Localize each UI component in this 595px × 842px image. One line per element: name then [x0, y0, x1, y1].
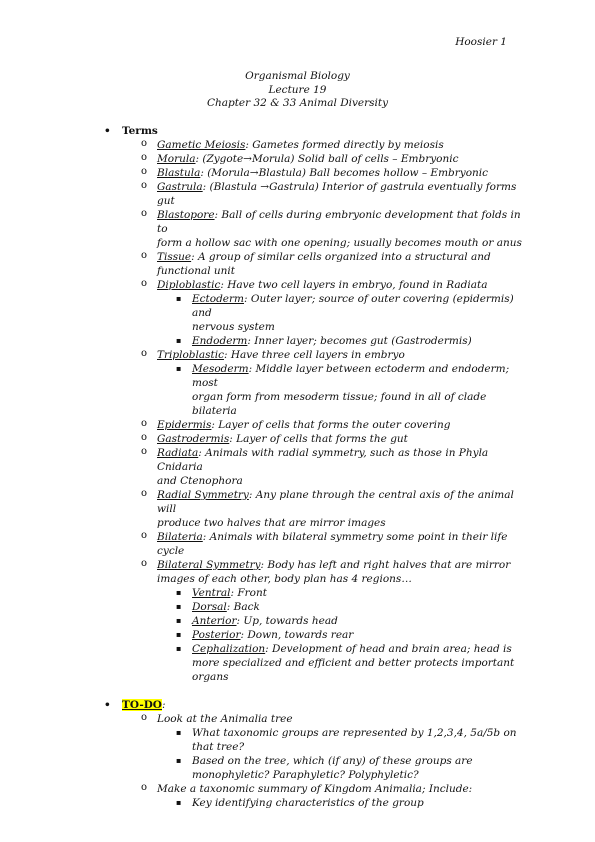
- term-name: Triploblastic: [157, 349, 224, 361]
- todo-item-text: Look at the Animalia tree: [157, 713, 293, 725]
- term-definition: : Middle layer between ectoderm and endoderm; most: [192, 363, 510, 389]
- todo-highlighted-label: TO-DO: [122, 699, 162, 711]
- term-definition: : Back: [226, 601, 260, 613]
- bullet-square-icon: ▪: [176, 644, 182, 653]
- term-item: [104, 348, 524, 362]
- subterm-item: [104, 292, 524, 334]
- term-item: [104, 180, 524, 208]
- term-definition: : Outer layer; source of outer covering (epidermis) and: [192, 293, 514, 319]
- bullet-circle-icon: o: [141, 782, 148, 793]
- term-name: Diploblastic: [157, 279, 221, 291]
- term-name: Mesoderm: [192, 363, 249, 375]
- term-name: Blastula: [157, 167, 201, 179]
- bullet-square-icon: ▪: [176, 756, 182, 765]
- term-definition-continued: nervous system: [192, 321, 275, 333]
- bullet-circle-icon: o: [141, 418, 148, 429]
- subterm-item: [104, 586, 524, 600]
- todo-subitem-text: Key identifying characteristics of the group: [192, 797, 424, 809]
- term-definition: : Inner layer; becomes gut (Gastrodermis): [247, 335, 472, 347]
- bullet-circle-icon: o: [141, 348, 148, 359]
- term-name: Blastopore: [157, 209, 215, 221]
- todo-item: [104, 782, 524, 796]
- term-definition: : Down, towards rear: [240, 629, 354, 641]
- term-definition: : Ball of cells during embryonic development that folds in to: [157, 209, 521, 235]
- term-definition: : Animals with radial symmetry, such as those in Phyla Cnidaria: [157, 447, 489, 473]
- term-item: [104, 418, 524, 432]
- bullet-circle-icon: o: [141, 530, 148, 541]
- bullet-circle-icon: o: [141, 138, 148, 149]
- term-definition: : Front: [230, 587, 267, 599]
- term-name: Radial Symmetry: [157, 489, 249, 501]
- bullet-circle-icon: o: [141, 152, 148, 163]
- term-name: Dorsal: [192, 601, 227, 613]
- term-name: Cephalization: [192, 643, 266, 655]
- bullet-square-icon: ▪: [176, 728, 182, 737]
- todo-section-heading: [104, 698, 524, 712]
- todo-subitem-text: What taxonomic groups are represented by 1,2,3,4, 5a/5b on: [192, 727, 517, 739]
- bullet-circle-icon: o: [141, 558, 148, 569]
- term-name: Ventral: [192, 587, 231, 599]
- term-name: Radiata: [157, 447, 199, 459]
- todo-subitem-text: Based on the tree, which (if any) of these groups are: [192, 755, 473, 767]
- term-name: Gastrula: [157, 181, 203, 193]
- bullet-disc-icon: •: [104, 125, 111, 137]
- term-definition: : Development of head and brain area; head is: [265, 643, 512, 655]
- notes-content: [104, 124, 524, 810]
- bullet-square-icon: ▪: [176, 364, 182, 373]
- term-definition: : Body has left and right halves that are mirror: [260, 559, 511, 571]
- term-definition: : (Zygote→Morula) Solid ball of cells – Embryonic: [195, 153, 459, 165]
- bullet-circle-icon: o: [141, 278, 148, 289]
- title-lecture: Lecture 19: [268, 83, 327, 96]
- title-chapter: Chapter 32 & 33 Animal Diversity: [206, 97, 389, 109]
- subterm-item: [104, 642, 524, 684]
- term-name: Bilateral Symmetry: [157, 559, 261, 571]
- term-definition: : Layer of cells that forms the outer covering: [211, 419, 451, 431]
- term-definition-continued: and Ctenophora: [157, 475, 243, 487]
- term-name: Bilateria: [157, 531, 203, 543]
- subterm-item: [104, 614, 524, 628]
- bullet-circle-icon: o: [141, 250, 148, 261]
- term-definition: : Layer of cells that forms the gut: [229, 433, 408, 445]
- todo-colon: :: [161, 699, 166, 711]
- term-definition: : A group of similar cells organized into a structural and: [191, 251, 491, 263]
- term-definition: : Any plane through the central axis of the animal will: [157, 489, 514, 515]
- section-spacer: [104, 684, 524, 698]
- term-item: [104, 488, 524, 530]
- bullet-square-icon: ▪: [176, 602, 182, 611]
- term-definition: : Have two cell layers in embryo, found in Radiata: [220, 279, 488, 291]
- term-definition-continued: organs: [192, 671, 229, 683]
- term-name: Epidermis: [157, 419, 212, 431]
- terms-section-heading: • Terms: [104, 125, 158, 137]
- bullet-circle-icon: o: [141, 208, 148, 219]
- term-item: [104, 250, 524, 278]
- term-name: Ectoderm: [192, 293, 244, 305]
- term-definition: : Have three cell layers in embryo: [223, 349, 405, 361]
- bullet-circle-icon: o: [141, 180, 148, 191]
- term-definition: : Up, towards head: [236, 615, 338, 627]
- term-item: [104, 138, 524, 152]
- term-definition-continued: form a hollow sac with one opening; usually becomes mouth or anus: [157, 237, 522, 249]
- term-definition: : Gametes formed directly by meiosis: [245, 139, 444, 151]
- term-definition: : (Morula→Blastula) Ball becomes hollow – Embryonic: [200, 167, 489, 179]
- term-item: [104, 558, 524, 586]
- subterm-item: [104, 628, 524, 642]
- bullet-square-icon: ▪: [176, 798, 182, 807]
- term-definition-continued: more specialized and efficient and better protects important: [192, 657, 515, 669]
- term-item: [104, 166, 524, 180]
- term-name: Anterior: [192, 615, 237, 627]
- page-header-author: Hoosier 1: [455, 36, 507, 48]
- bullet-square-icon: ▪: [176, 616, 182, 625]
- term-name: Tissue: [157, 251, 192, 263]
- term-definition-continued: images of each other, body plan has 4 regions…: [157, 573, 412, 585]
- term-item: [104, 446, 524, 488]
- todo-subitem-text-continued: monophyletic? Paraphyletic? Polyphyletic?: [192, 769, 419, 781]
- bullet-circle-icon: o: [141, 166, 148, 177]
- term-definition-continued: functional unit: [157, 265, 236, 277]
- term-definition-continued: organ form from mesoderm tissue; found in all of clade bilateria: [192, 391, 487, 417]
- term-item: [104, 530, 524, 558]
- term-name: Posterior: [192, 629, 241, 641]
- term-item: [104, 152, 524, 166]
- term-name: Endoderm: [192, 335, 248, 347]
- todo-subitem: [104, 726, 524, 754]
- term-definition: : Animals with bilateral symmetry some point in their life cycle: [157, 531, 508, 557]
- bullet-circle-icon: o: [141, 712, 148, 723]
- todo-subitem-text-continued: that tree?: [192, 741, 245, 753]
- title-course: Organismal Biology: [245, 70, 350, 82]
- term-name: Gametic Meiosis: [157, 139, 246, 151]
- term-definition-continued: produce two halves that are mirror images: [157, 517, 386, 529]
- subterm-item: [104, 362, 524, 418]
- todo-item: [104, 712, 524, 726]
- bullet-circle-icon: o: [141, 446, 148, 457]
- bullet-square-icon: ▪: [176, 630, 182, 639]
- todo-subitem: [104, 754, 524, 782]
- term-item: [104, 432, 524, 446]
- document-title: [0, 70, 595, 111]
- term-name: Gastrodermis: [157, 433, 230, 445]
- term-definition: : (Blastula →Gastrula) Interior of gastrula eventually forms gut: [157, 181, 517, 207]
- subterm-item: [104, 334, 524, 348]
- bullet-square-icon: ▪: [176, 294, 182, 303]
- bullet-disc-icon: •: [104, 699, 111, 711]
- term-name: Morula: [157, 153, 196, 165]
- bullet-square-icon: ▪: [176, 336, 182, 345]
- bullet-circle-icon: o: [141, 432, 148, 443]
- term-item: [104, 278, 524, 292]
- todo-item-text: Make a taxonomic summary of Kingdom Animalia; Include:: [157, 783, 473, 795]
- bullet-square-icon: ▪: [176, 588, 182, 597]
- subterm-item: [104, 600, 524, 614]
- term-item: [104, 208, 524, 250]
- bullet-circle-icon: o: [141, 488, 148, 499]
- todo-subitem: [104, 796, 524, 810]
